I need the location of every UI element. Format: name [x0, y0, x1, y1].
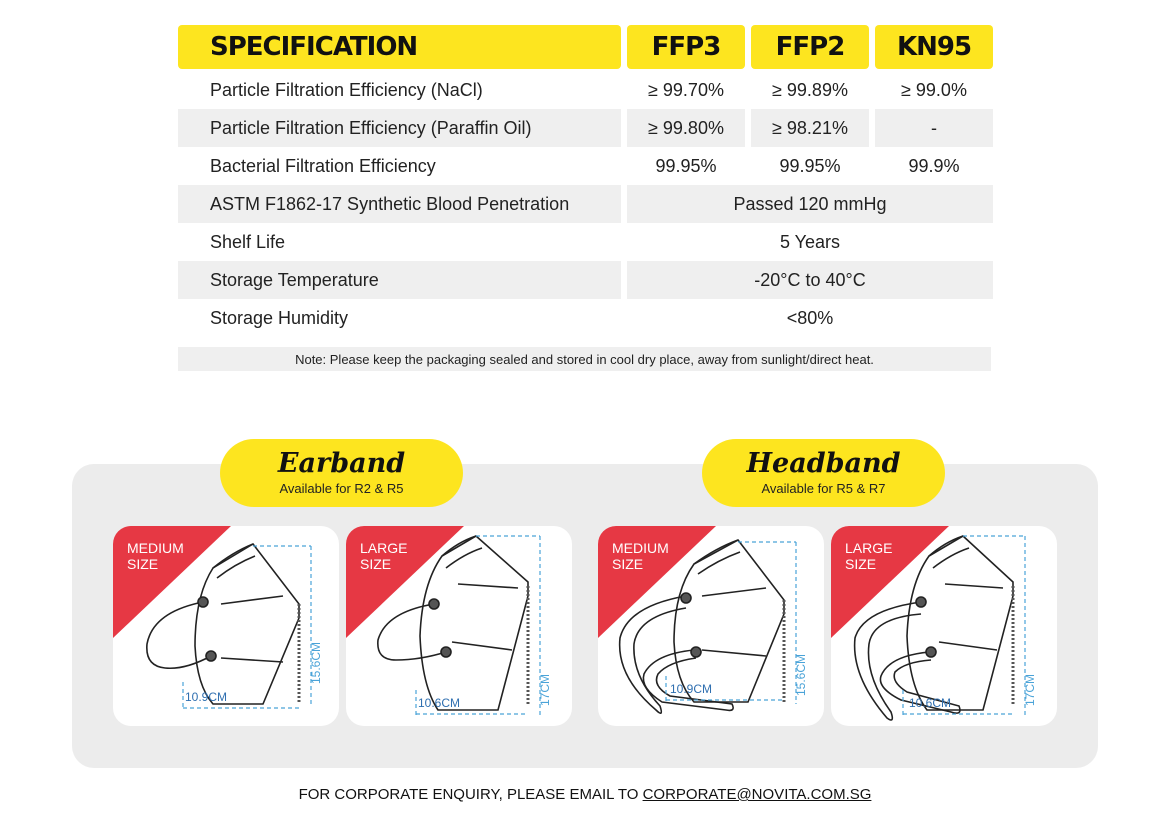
height-dimension: 15.6CM: [309, 641, 323, 684]
headband-title: Headband: [746, 448, 901, 479]
height-dimension: 17CM: [1023, 673, 1037, 706]
table-row: [178, 147, 993, 185]
width-dimension: 10.6CM: [418, 696, 461, 710]
header-kn95: KN95: [875, 25, 993, 69]
earband-medium-card: [113, 526, 339, 726]
earband-pill: [220, 439, 463, 507]
width-dimension: 10.6CM: [909, 696, 952, 710]
size-label-line: SIZE: [845, 556, 877, 572]
cell-ffp2: 99.95%: [779, 155, 841, 176]
headband-pill: [702, 439, 945, 507]
corporate-email-link[interactable]: CORPORATE@NOVITA.COM.SG: [642, 786, 872, 803]
cell-ffp2: ≥ 99.89%: [772, 79, 848, 100]
earband-large-card: [346, 526, 572, 726]
cell-ffp2: ≥ 98.21%: [751, 109, 869, 147]
height-dimension: 17CM: [538, 673, 552, 706]
storage-note: Note: Please keep the packaging sealed and stored in cool dry place, away from sunlight/direct heat.: [178, 347, 991, 371]
size-label-line: SIZE: [612, 556, 644, 572]
specification-table: [178, 25, 993, 371]
cell-all: -20°C to 40°C: [627, 261, 993, 299]
corporate-enquiry-footer: [0, 786, 1170, 803]
size-label-line: LARGE: [360, 540, 408, 556]
cell-ffp3: 99.95%: [655, 155, 717, 176]
size-label-line: LARGE: [845, 540, 893, 556]
cell-all: <80%: [786, 307, 834, 328]
size-label-line: MEDIUM: [612, 540, 669, 556]
spec-header-row: [178, 25, 993, 69]
earband-title: Earband: [277, 448, 406, 479]
row-label: Particle Filtration Efficiency (NaCl): [210, 79, 483, 100]
table-row: [178, 109, 993, 147]
height-dimension: 15.6CM: [794, 653, 808, 696]
earband-subtitle: Available for R2 & R5: [279, 481, 404, 496]
cell-kn95: 99.9%: [908, 155, 960, 176]
table-row: [178, 299, 993, 337]
row-label: Storage Temperature: [178, 261, 621, 299]
row-label: Bacterial Filtration Efficiency: [210, 155, 436, 176]
width-dimension: 10.9CM: [185, 690, 228, 704]
size-label-line: SIZE: [127, 556, 159, 572]
size-label-line: MEDIUM: [127, 540, 184, 556]
headband-subtitle: Available for R5 & R7: [761, 481, 886, 496]
row-label: Shelf Life: [210, 231, 286, 252]
table-row: [178, 261, 993, 299]
header-specification: SPECIFICATION: [178, 25, 621, 69]
cell-kn95: ≥ 99.0%: [901, 79, 967, 100]
table-row: [178, 223, 993, 261]
header-ffp2: FFP2: [751, 25, 869, 69]
row-label: Particle Filtration Efficiency (Paraffin Oil): [178, 109, 621, 147]
header-ffp3: FFP3: [627, 25, 745, 69]
row-label: ASTM F1862-17 Synthetic Blood Penetration: [178, 185, 621, 223]
footer-text: FOR CORPORATE ENQUIRY, PLEASE EMAIL TO: [298, 786, 643, 803]
cell-ffp3: ≥ 99.70%: [648, 79, 724, 100]
width-dimension: 10.9CM: [670, 682, 713, 696]
headband-medium-card: [598, 526, 824, 726]
table-row: [178, 185, 993, 223]
headband-large-card: [831, 526, 1057, 726]
cell-kn95: -: [875, 109, 993, 147]
size-label-line: SIZE: [360, 556, 392, 572]
cell-ffp3: ≥ 99.80%: [627, 109, 745, 147]
row-label: Storage Humidity: [210, 307, 349, 328]
table-row: [178, 71, 993, 109]
cell-all: Passed 120 mmHg: [627, 185, 993, 223]
headband-mask-icon: [598, 526, 824, 726]
cell-all: 5 Years: [779, 231, 841, 252]
